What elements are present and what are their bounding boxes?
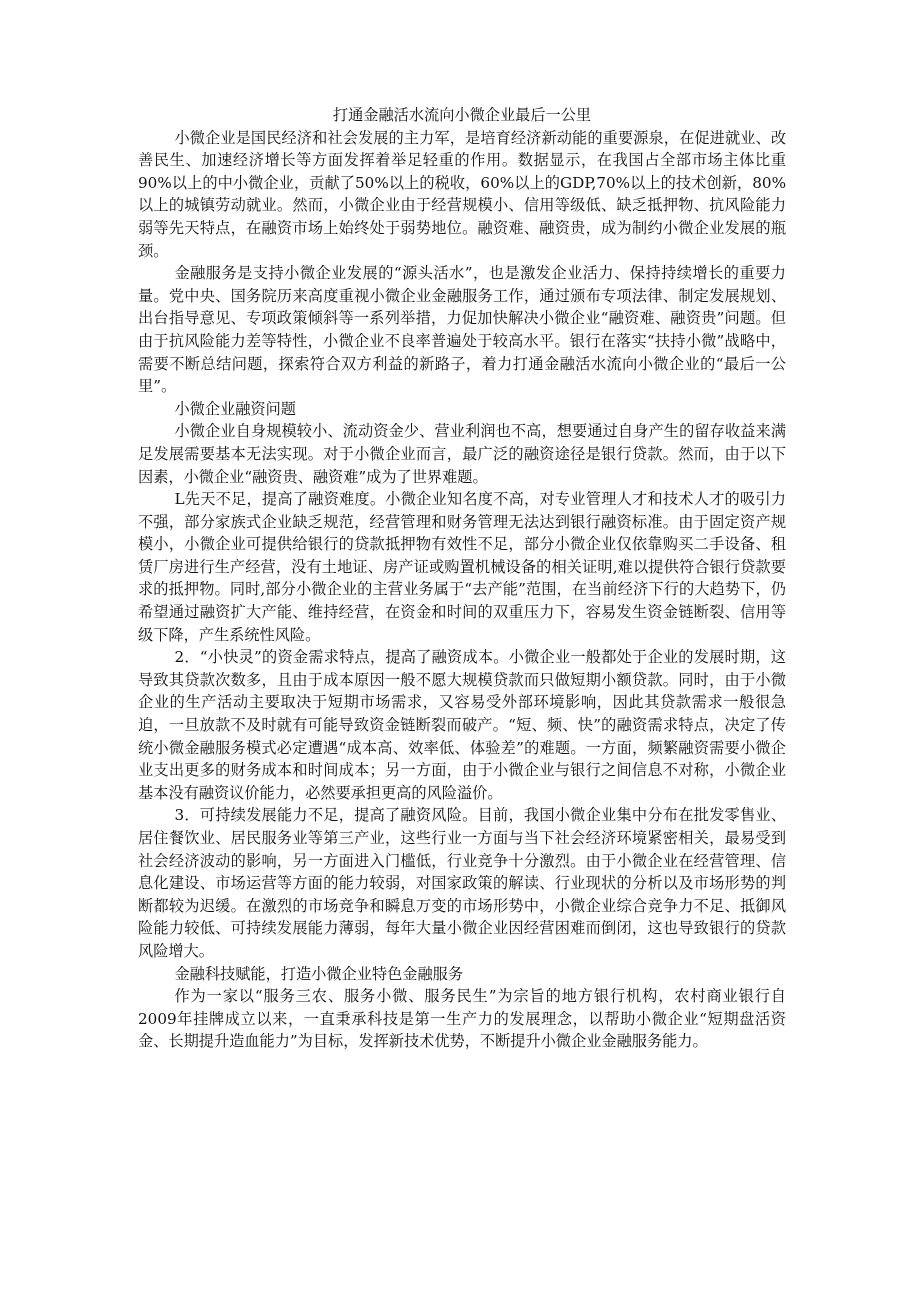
document-title: 打通金融活水流向小微企业最后一公里 xyxy=(332,106,592,124)
paragraph-financial-services: 金融服务是支持小微企业发展的“源头活水”，也是激发企业活力、保持持续增长的重要力量。党中央、国务院历来高度重视小微企业金融服务工作，通过颁布专项法律、制定发展规划、出台指导意见、专项政策倾斜等一系列举措，力促加快解决小微企业“融资难、融资贵”问题。但由于抗风险能力差等特性，小微企业不良率普遍处于较高水平。银行在落实“扶持小微”战略中，需要不断总结问题，探索符合双方利益的新路子，着力打通金融活水流向小微企业的“最后一公里”。 xyxy=(138,264,786,396)
paragraph-bank-intro: 作为一家以“服务三农、服务小微、服务民生”为宗旨的地方银行机构，农村商业银行自2009年挂牌成立以来，一直秉承科技是第一生产力的发展理念，以帮助小微企业“短期盘活资金、长期提升造血能力”为目标，发挥新技术优势，不断提升小微企业金融服务能力。 xyxy=(138,987,786,1051)
section-heading-fintech: 金融科技赋能，打造小微企业特色金融服务 xyxy=(174,964,464,983)
paragraph-financing-overview: 小微企业自身规模较小、流动资金少、营业利润也不高，想要通过自身产生的留存收益来满足发展需要基本无法实现。对于小微企业而言，最广泛的融资途径是银行贷款。然而，由于以下因素，小微企业“融资贵、融资难”成为了世界难题。 xyxy=(138,422,786,486)
paragraph-point-2: 2．“小快灵”的资金需求特点，提高了融资成本。小微企业一般都处于企业的发展时期，这导致其贷款次数多，且由于成本原因一般不愿大规模贷款而只做短期小额贷款。同时，由于小微企业的生产活动主要取决于短期市场需求，又容易受外部环境影响，因此其贷款需求一般很急迫，一旦放款不及时就有可能导致资金链断裂而破产。“短、频、快”的融资需求特点，决定了传统小微金融服务模式必定遭遇“成本高、效率低、体验差”的难题。一方面，频繁融资需要小微企业支出更多的财务成本和时间成本；另一方面，由于小微企业与银行之间信息不对称，小微企业基本没有融资议价能力，必然要承担更高的风险溢价。 xyxy=(138,648,786,802)
paragraph-point-1: L先天不足，提高了融资难度。小微企业知名度不高，对专业管理人才和技术人才的吸引力不强，部分家族式企业缺乏规范，经营管理和财务管理无法达到银行融资标准。由于固定资产规模小，小微企业可提供给银行的贷款抵押物有效性不足，部分小微企业仅依靠购买二手设备、租赁厂房进行生产经营，没有土地证、房产证或购置机械设备的相关证明,难以提供符合银行贷款要求的抵押物。同时,部分小微企业的主营业务属于“去产能”范围，在当前经济下行的大趋势下，仍希望通过融资扩大产能、维持经营，在资金和时间的双重压力下，容易发生资金链断裂、信用等级下降，产生系统性风险。 xyxy=(138,490,786,644)
section-heading-financing-problems: 小微企业融资问题 xyxy=(174,399,296,418)
paragraph-intro: 小微企业是国民经济和社会发展的主力军，是培育经济新动能的重要源泉，在促进就业、改善民生、加速经济增长等方面发挥着举足轻重的作用。数据显示，在我国占全部市场主体比重90%以上的中小微企业，贡献了50%以上的税收，60%以上的GDP,70%以上的技术创新，80%以上的城镇劳动就业。然而，小微企业由于经营规模小、信用等级低、缺乏抵押物、抗风险能力弱等先天特点，在融资市场上始终处于弱势地位。融资难、融资贵，成为制约小微企业发展的瓶颈。 xyxy=(138,128,786,260)
document-body xyxy=(138,104,786,1053)
paragraph-point-3: 3．可持续发展能力不足，提高了融资风险。目前，我国小微企业集中分布在批发零售业、居住餐饮业、居民服务业等第三产业，这些行业一方面与当下社会经济环境紧密相关，最易受到社会经济波动的影响，另一方面进入门槛低，行业竞争十分激烈。由于小微企业在经营管理、信息化建设、市场运营等方面的能力较弱，对国家政策的解读、行业现状的分析以及市场形势的判断都较为迟缓。在激烈的市场竞争和瞬息万变的市场形势中，小微企业综合竞争力不足、抵御风险能力较低、可持续发展能力薄弱，每年大量小微企业因经营困难而倒闭，这也导致银行的贷款风险增大。 xyxy=(138,806,786,960)
